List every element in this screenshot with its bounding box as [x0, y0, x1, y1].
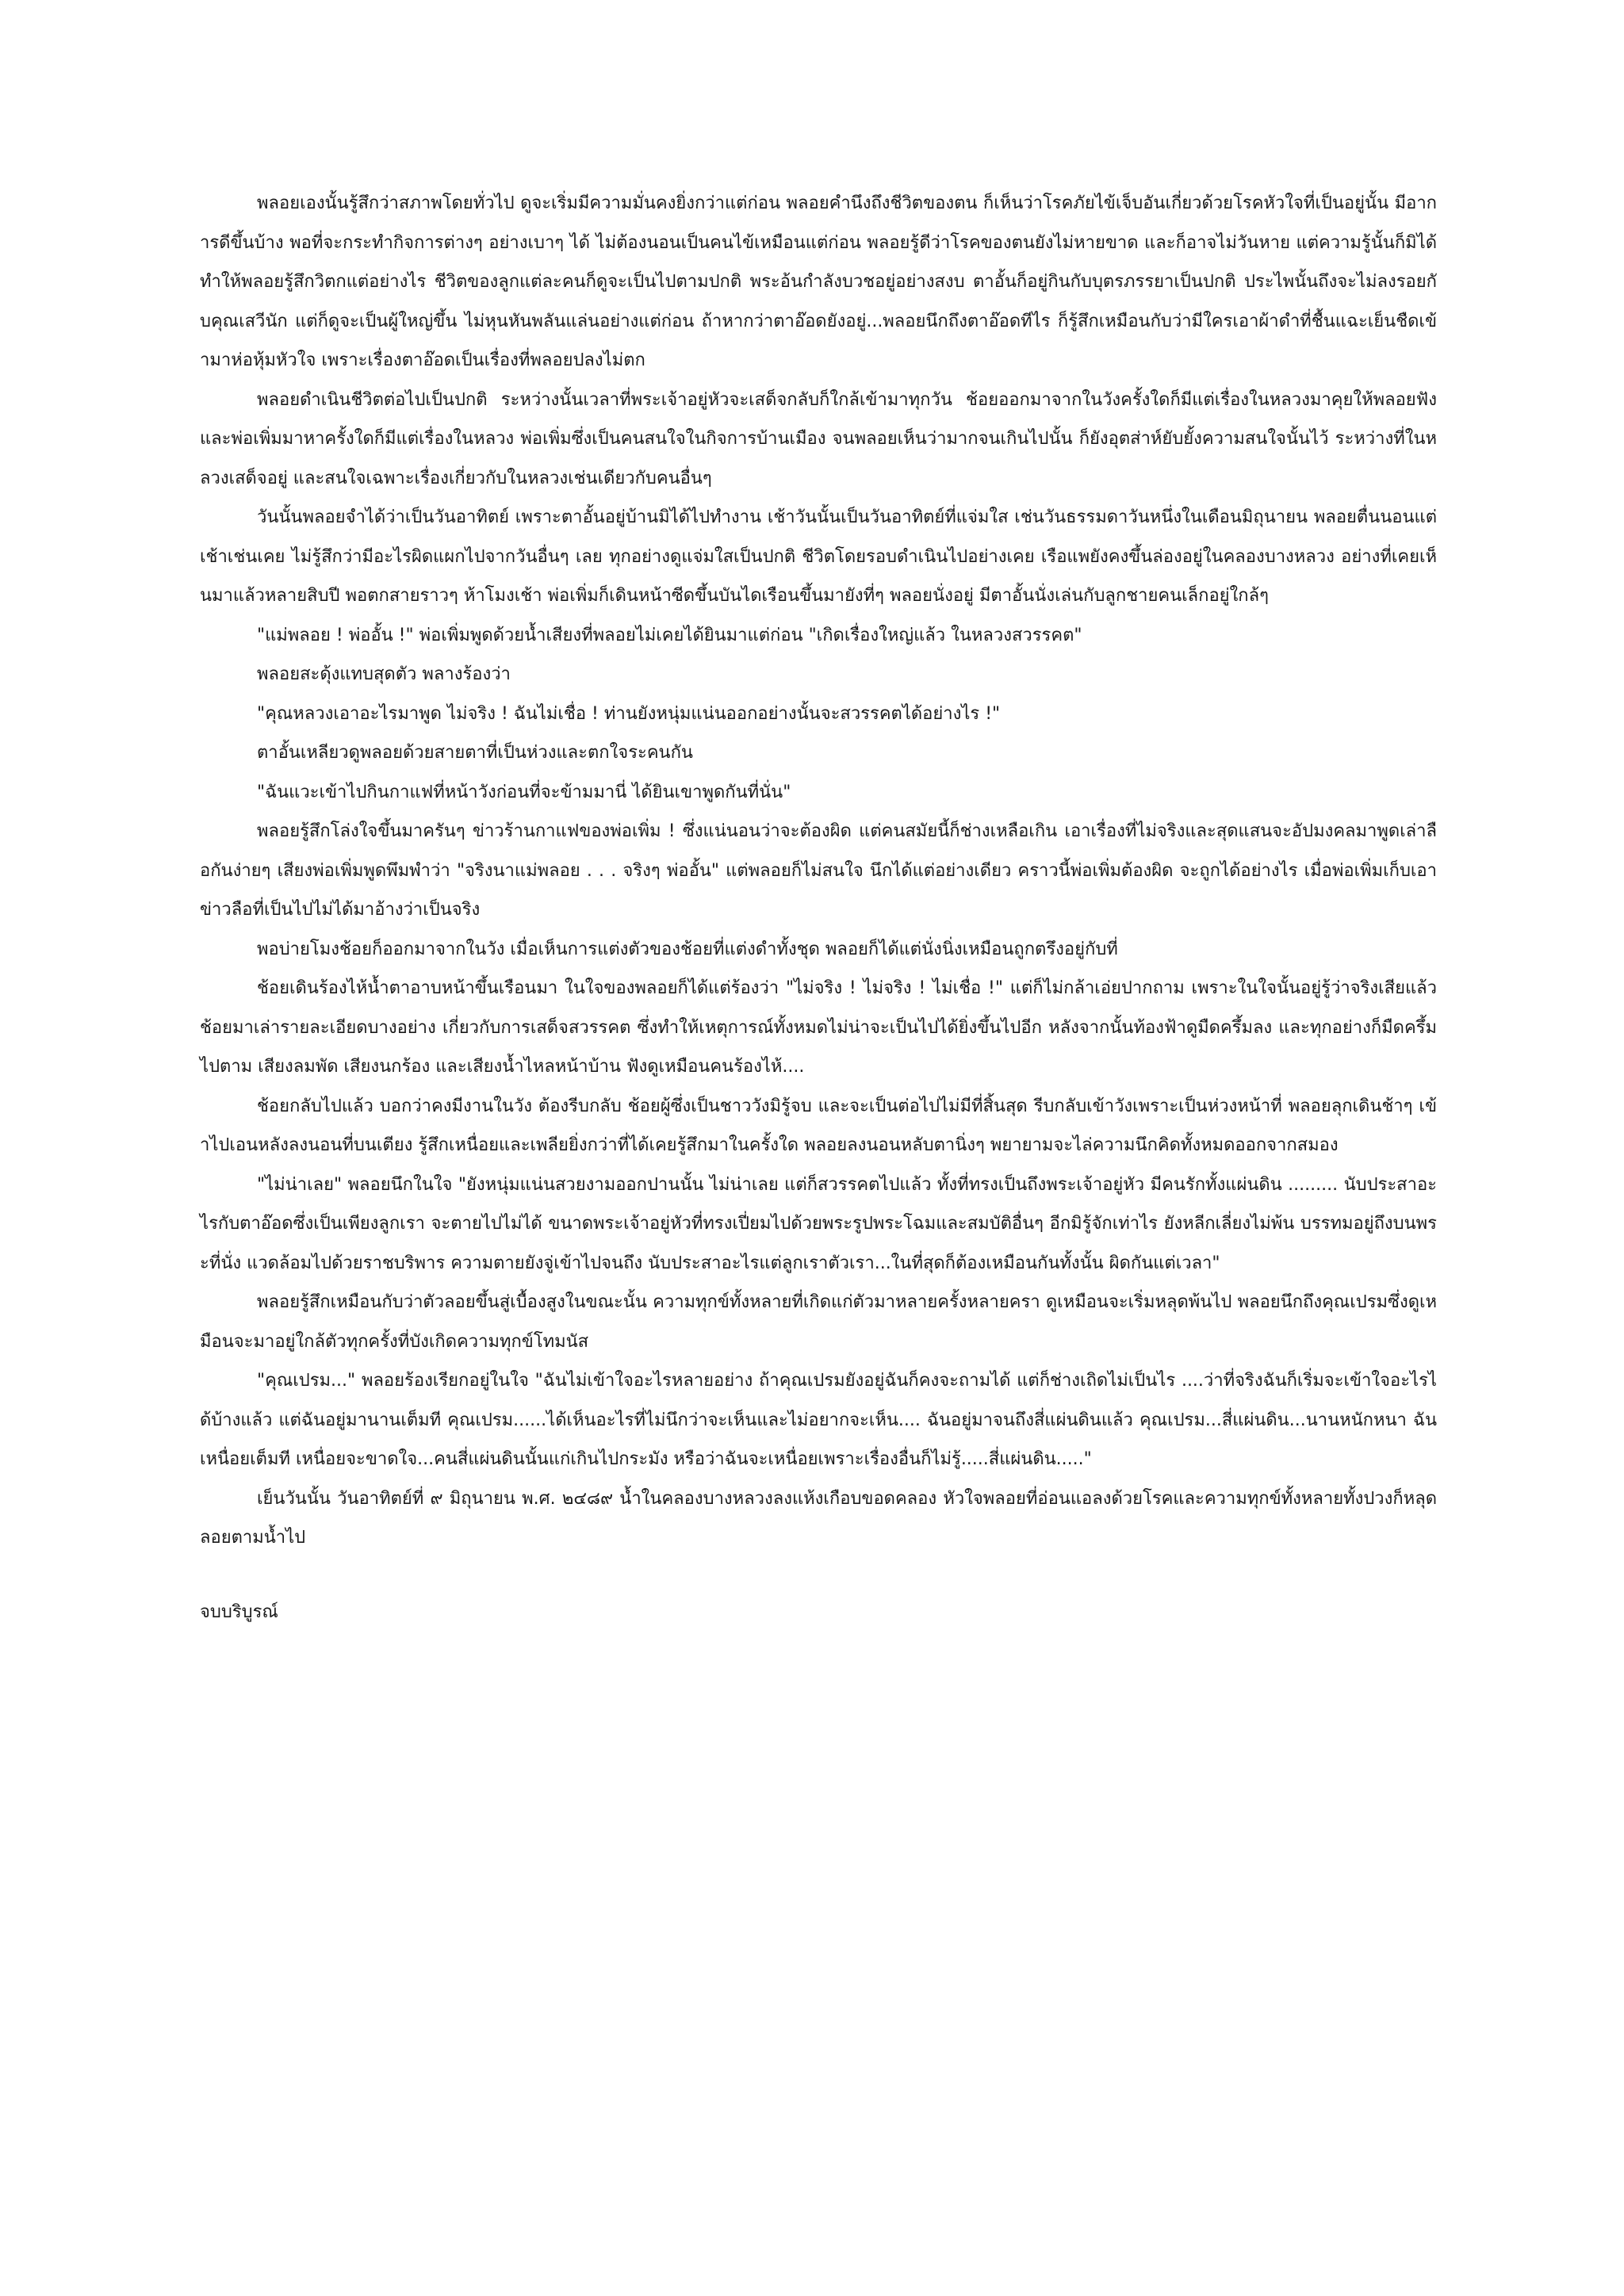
paragraph: พลอยสะดุ้งแทบสุดตัว พลางร้องว่า [257, 664, 511, 684]
paragraph: ช้อยเดินร้องไห้น้ำตาอาบหน้าขึ้นเรือนมา ในใจของพลอยก็ได้แต่ร้องว่า "ไม่จริง ! ไม่จริง ! ไม่เชื่อ !" แต่ก็ไม่กล้าเอ่ยปากถาม เพราะในใจนั้นอยู่รู้ว่าจริงเสียแล้ว ช้อยมาเล่ารายละเอียดบางอย่าง เกี่ยวกับการเสด็จสวรรคต ซึ่งทำให้เหตุการณ์ทั้งหมดไม่น่าจะเป็นไปได้ยิ่งขึ้นไปอีก หลังจากนั้นท้องฟ้าดูมืดครึ้มลง และทุกอย่างก็มืดครึ้มไปตาม เสียงลมพัด เสียงนกร้อง และเสียงน้ำไหลหน้าบ้าน ฟังดูเหมือนคนร้องไห้.... [200, 978, 1437, 1077]
paragraph: "คุณหลวงเอาอะไรมาพูด ไม่จริง ! ฉันไม่เชื่อ ! ท่านยังหนุ่มแน่นออกอย่างนั้นจะสวรรคตได้อย่างไร !" [257, 703, 1001, 724]
paragraph: พลอยเองนั้นรู้สึกว่าสภาพโดยทั่วไป ดูจะเริ่มมีความมั่นคงยิ่งกว่าแต่ก่อน พลอยคำนึงถึงชีวิตของตน ก็เห็นว่าโรคภัยไข้เจ็บอันเกี่ยวด้วยโรคหัวใจที่เป็นอยู่นั้น มีอาการดีขึ้นบ้าง พอที่จะกระทำกิจการต่างๆ อย่างเบาๆ ได้ ไม่ต้องนอนเป็นคนไข้เหมือนแต่ก่อน พลอยรู้ดีว่าโรคของตนยังไม่หายขาด และก็อาจไม่วันหาย แต่ความรู้นั้นก็มิได้ทำให้พลอยรู้สึกวิตกแต่อย่างไร ชีวิตของลูกแต่ละคนก็ดูจะเป็นไปตามปกติ พระอ้นกำลังบวชอยู่อย่างสงบ ตาอั้นก็อยู่กินกับบุตรภรรยาเป็นปกติ ประไพนั้นถึงจะไม่ลงรอยกับคุณเสวีนัก แต่ก็ดูจะเป็นผู้ใหญ่ขึ้น ไม่หุนหันพลันแล่นอย่างแต่ก่อน ถ้าหากว่าตาอ๊อดยังอยู่...พลอยนึกถึงตาอ๊อดทีไร ก็รู้สึกเหมือนกับว่ามีใครเอาผ้าดำที่ชื้นแฉะเย็นชืดเข้ามาห่อหุ้มหัวใจ เพราะเรื่องตาอ๊อดเป็นเรื่องที่พลอยปลงไม่ตก [200, 193, 1437, 370]
paragraph: ตาอั้นเหลียวดูพลอยด้วยสายตาที่เป็นห่วงและตกใจระคนกัน [257, 743, 693, 763]
paragraph: "คุณเปรม..." พลอยร้องเรียกอยู่ในใจ "ฉันไม่เข้าใจอะไรหลายอย่าง ถ้าคุณเปรมยังอยู่ฉันก็คงจะถามได้ แต่ก็ช่างเถิดไม่เป็นไร ....ว่าที่จริงฉันก็เริ่มจะเข้าใจอะไรได้บ้างแล้ว แต่ฉันอยู่มานานเต็มที คุณเปรม......ได้เห็นอะไรที่ไม่นึกว่าจะเห็นและไม่อยากจะเห็น.... ฉันอยู่มาจนถึงสี่แผ่นดินแล้ว คุณเปรม...สี่แผ่นดิน...นานหนักหนา ฉันเหนื่อยเต็มที เหนื่อยจะขาดใจ...คนสี่แผ่นดินนั้นแก่เกินไปกระมัง หรือว่าฉันจะเหนื่อยเพราะเรื่องอื่นก็ไม่รู้.....สี่แผ่นดิน....." [200, 1371, 1437, 1469]
paragraph: พลอยรู้สึกโล่งใจขึ้นมาครันๆ ข่าวร้านกาแฟของพ่อเพิ่ม ! ซึ่งแน่นอนว่าจะต้องผิด แต่คนสมัยนี้ก็ช่างเหลือเกิน เอาเรื่องที่ไม่จริงและสุดแสนจะอัปมงคลมาพูดเล่าลือกันง่ายๆ เสียงพ่อเพิ่มพูดพึมพำว่า "จริงนาแม่พลอย . . . จริงๆ พ่ออั้น" แต่พลอยก็ไม่สนใจ นึกได้แต่อย่างเดียว คราวนี้พ่อเพิ่มต้องผิด จะถูกได้อย่างไร เมื่อพ่อเพิ่มเก็บเอาข่าวลือที่เป็นไปไม่ได้มาอ้างว่าเป็นจริง [200, 821, 1437, 920]
paragraph: พอบ่ายโมงช้อยก็ออกมาจากในวัง เมื่อเห็นการแต่งตัวของช้อยที่แต่งดำทั้งชุด พลอยก็ได้แต่นั่งนิ่งเหมือนถูกตรึงอยู่กับที่ [257, 939, 1118, 959]
document-body [200, 184, 1437, 1632]
paragraph: "ไม่น่าเลย" พลอยนึกในใจ "ยังหนุ่มแน่นสวยงามออกปานนั้น ไม่น่าเลย แต่ก็สวรรคตไปแล้ว ทั้งที่ทรงเป็นถึงพระเจ้าอยู่หัว มีคนรักทั้งแผ่นดิน ......... นับประสาอะไรกับตาอ๊อดซึ่งเป็นเพียงลูกเรา จะตายไปไม่ได้ ขนาดพระเจ้าอยู่หัวที่ทรงเปี่ยมไปด้วยพระรูปพระโฉมและสมบัติอื่นๆ อีกมิรู้จักเท่าไร ยังหลีกเลี่ยงไม่พ้น บรรทมอยู่ถึงบนพระที่นั่ง แวดล้อมไปด้วยราชบริพาร ความตายยังจู่เข้าไปจนถึง นับประสาอะไรแต่ลูกเราตัวเรา...ในที่สุดก็ต้องเหมือนกันทั้งนั้น ผิดกันแต่เวลา" [200, 1174, 1437, 1273]
paragraph: "แม่พลอย ! พ่ออั้น !" พ่อเพิ่มพูดด้วยน้ำเสียงที่พลอยไม่เคยได้ยินมาแต่ก่อน "เกิดเรื่องใหญ่แล้ว ในหลวงสวรรคต" [257, 625, 1082, 645]
paragraph: พลอยดำเนินชีวิตต่อไปเป็นปกติ ระหว่างนั้นเวลาที่พระเจ้าอยู่หัวจะเสด็จกลับก็ใกล้เข้ามาทุกวัน ช้อยออกมาจากในวังครั้งใดก็มีแต่เรื่องในหลวงมาคุยให้พลอยฟัง และพ่อเพิ่มมาหาครั้งใดก็มีแต่เรื่องในหลวง พ่อเพิ่มซึ่งเป็นคนสนใจในกิจการบ้านเมือง จนพลอยเห็นว่ามากจนเกินไปนั้น ก็ยังอุตส่าห์ยับยั้งความสนใจนั้นไว้ ระหว่างที่ในหลวงเสด็จอยู่ และสนใจเฉพาะเรื่องเกี่ยวกับในหลวงเช่นเดียวกับคนอื่นๆ [200, 389, 1437, 488]
paragraph: ช้อยกลับไปแล้ว บอกว่าคงมีงานในวัง ต้องรีบกลับ ช้อยผู้ซึ่งเป็นชาววังมิรู้จบ และจะเป็นต่อไปไม่มีที่สิ้นสุด รีบกลับเข้าวังเพราะเป็นห่วงหน้าที่ พลอยลุกเดินช้าๆ เข้าไปเอนหลังลงนอนที่บนเตียง รู้สึกเหนื่อยและเพลียยิ่งกว่าที่ได้เคยรู้สึกมาในครั้งใด พลอยลงนอนหลับตานิ่งๆ พยายามจะไล่ความนึกคิดทั้งหมดออกจากสมอง [200, 1096, 1437, 1155]
paragraph: เย็นวันนั้น วันอาทิตย์ที่ ๙ มิถุนายน พ.ศ. ๒๔๘๙ น้ำในคลองบางหลวงลงแห้งเกือบขอดคลอง หัวใจพลอยที่อ่อนแอลงด้วยโรคและความทุกข์ทั้งหลายทั้งปวงก็หลุดลอยตามน้ำไป [200, 1488, 1437, 1548]
closing-text: จบบริบูรณ์ [200, 1601, 278, 1622]
paragraph: พลอยรู้สึกเหมือนกับว่าตัวลอยขึ้นสู่เบื้องสูงในขณะนั้น ความทุกข์ทั้งหลายที่เกิดแก่ตัวมาหลายครั้งหลายครา ดูเหมือนจะเริ่มหลุดพ้นไป พลอยนึกถึงคุณเปรมซึ่งดูเหมือนจะมาอยู่ใกล้ตัวทุกครั้งที่บังเกิดความทุกข์โทมนัส [200, 1292, 1437, 1352]
paragraph: "ฉันแวะเข้าไปกินกาแฟที่หน้าวังก่อนที่จะข้ามมานี่ ได้ยินเขาพูดกันที่นั่น" [257, 782, 791, 802]
paragraph: วันนั้นพลอยจำได้ว่าเป็นวันอาทิตย์ เพราะตาอั้นอยู่บ้านมิได้ไปทำงาน เช้าวันนั้นเป็นวันอาทิตย์ที่แจ่มใส เช่นวันธรรมดาวันหนึ่งในเดือนมิถุนายน พลอยตื่นนอนแต่เช้าเช่นเคย ไม่รู้สึกว่ามีอะไรผิดแผกไปจากวันอื่นๆ เลย ทุกอย่างดูแจ่มใสเป็นปกติ ชีวิตโดยรอบดำเนินไปอย่างเคย เรือแพยังคงขึ้นล่องอยู่ในคลองบางหลวง อย่างที่เคยเห็นมาแล้วหลายสิบปี พอตกสายราวๆ ห้าโมงเช้า พ่อเพิ่มก็เดินหน้าซีดขึ้นบันไดเรือนขึ้นมายังที่ๆ พลอยนั่งอยู่ มีตาอั้นนั่งเล่นกับลูกชายคนเล็กอยู่ใกล้ๆ [200, 507, 1437, 606]
